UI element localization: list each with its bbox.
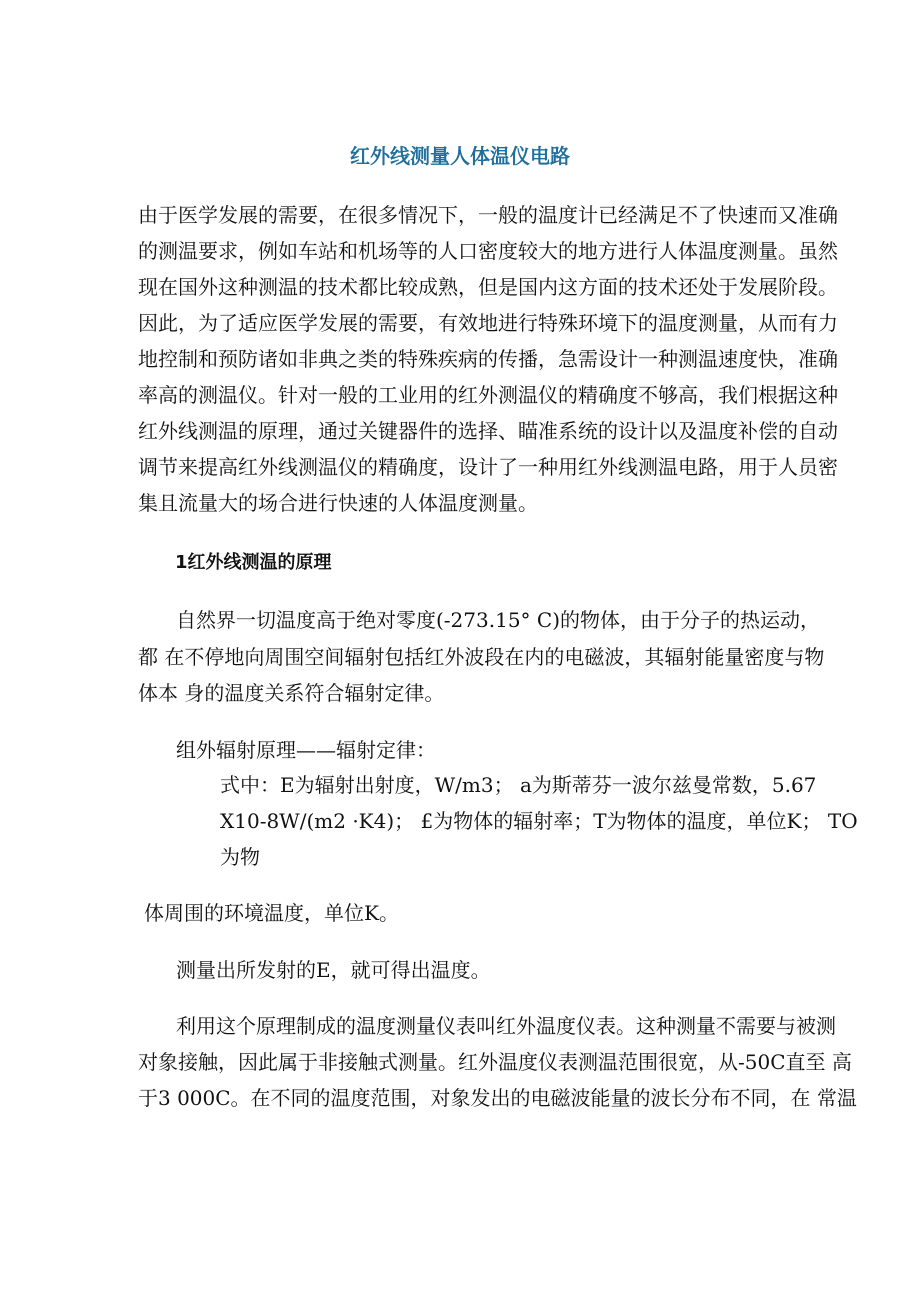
text-line: 现在国外这种测温的技术都比较成熟，但是国内这方面的技术还处于发展阶段。 (138, 275, 838, 299)
text-line: 自然界一切温度高于绝对零度(-273.15° C)的物体，由于分子的热运动， (176, 608, 821, 632)
text-line: 由于医学发展的需要，在很多情况下，一般的温度计已经满足不了快速而又准确 (138, 203, 838, 227)
text-line: 因此，为了适应医学发展的需要，有效地进行特殊环境下的温度测量，从而有力 (138, 311, 838, 335)
measure-line: 测量出所发射的E，就可得出温度。 (176, 958, 491, 982)
text-line: 利用这个原理制成的温度测量仪表叫红外温度仪表。这种测量不需要与被测 (176, 1014, 836, 1038)
document-title: 红外线测量人体温仪电路 (350, 144, 570, 168)
text-line: 于3 000C。在不同的温度范围，对象发出的电磁波能量的波长分布不同，在 常温 (138, 1086, 857, 1110)
text-line: 的测温要求，例如车站和机场等的人口密度较大的地方进行人体温度测量。虽然 (138, 239, 838, 263)
text-line: 式中：E为辐射出射度，W/m3； a为斯蒂芬一波尔兹曼常数，5.67 (220, 773, 817, 797)
text-line: 为物 (220, 845, 260, 869)
text-line: 率高的测温仪。针对一般的工业用的红外测温仪的精确度不够高，我们根据这种 (138, 383, 838, 407)
text-line: 红外线测温的原理，通过关键器件的选择、瞄准系统的设计以及温度补偿的自动 (138, 419, 838, 443)
formula-tail: 体周围的环境温度，单位K。 (144, 901, 399, 925)
text-line: 地控制和预防诸如非典之类的特殊疾病的传播，急需设计一种测温速度快，准确 (138, 347, 838, 371)
text-line: X10-8W/(m2 ·K4)； £为物体的辐射率；T为物体的温度，单位K； TO (220, 809, 858, 833)
text-line: 都 在不停地向周围空间辐射包括红外波段在内的电磁波，其辐射能量密度与物 (138, 645, 825, 669)
text-line: 集且流量大的场合进行快速的人体温度测量。 (138, 491, 538, 515)
text-line: 对象接触，因此属于非接触式测量。红外温度仪表测温范围很宽，从-50C直至 高 (138, 1050, 852, 1074)
text-line: 体本 身的温度关系符合辐射定律。 (138, 681, 445, 705)
text-line: 调节来提高红外线测温仪的精确度，设计了一种用红外线测温电路，用于人员密 (138, 455, 838, 479)
law-label: 组外辐射原理——辐射定律： (176, 738, 436, 762)
section-heading: 1红外线测温的原理 (175, 552, 332, 573)
